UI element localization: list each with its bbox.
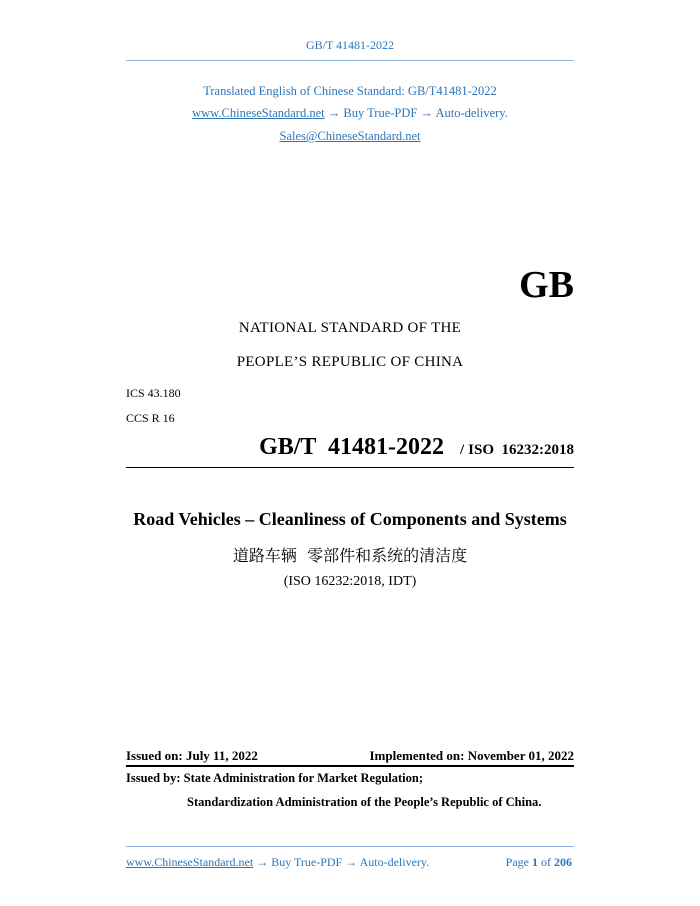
gb-number: GB/T 41481-2022: [259, 434, 444, 460]
delivery-text: Auto-delivery.: [435, 106, 508, 120]
document-title-zh: 道路车辆 零部件和系统的清洁度: [232, 546, 468, 565]
footer-buy-text: Buy True-PDF: [271, 855, 343, 869]
footer-delivery-text: Auto-delivery.: [359, 855, 430, 869]
of-label: of: [541, 855, 551, 869]
footer-site-link[interactable]: www.ChineseStandard.net: [126, 855, 254, 869]
running-header: GB/T 41481-2022: [305, 38, 395, 52]
arrow-right-icon: →: [420, 106, 433, 120]
number-separator: /: [459, 442, 465, 458]
issuing-authority-2: Standardization Administration of the People’s Republic of China.: [187, 795, 542, 809]
translation-note: Translated English of Chinese Standard: GB/T41481-2022: [203, 84, 497, 98]
footer-divider: [126, 846, 574, 847]
sales-email-link[interactable]: Sales@ChineseStandard.net: [279, 129, 421, 143]
arrow-right-icon: →: [256, 855, 269, 869]
promo-buy-line: [0, 106, 700, 121]
arrow-right-icon: →: [345, 855, 358, 869]
sales-line: [0, 129, 700, 144]
issued-date: Issued on: July 11, 2022: [126, 748, 258, 763]
implemented-date: Implemented on: November 01, 2022: [369, 748, 574, 763]
dates-divider: [126, 765, 574, 767]
arrow-right-icon: →: [327, 106, 341, 120]
buy-text: Buy True-PDF: [343, 106, 418, 120]
ics-code: ICS 43.180: [126, 386, 181, 400]
national-standard-line2: PEOPLE’S REPUBLIC OF CHINA: [236, 354, 464, 370]
site-link[interactable]: www.ChineseStandard.net: [192, 106, 325, 120]
page-number: 1: [532, 855, 538, 869]
document-title-en: Road Vehicles – Cleanliness of Components and Systems: [133, 509, 567, 529]
standard-number: [0, 434, 574, 461]
national-standard-line1: NATIONAL STANDARD OF THE: [238, 320, 462, 336]
page-total: 206: [554, 855, 572, 869]
issuing-authority: Issued by: State Administration for Market Regulation;: [126, 771, 423, 785]
iso-equivalence: (ISO 16232:2018, IDT): [283, 574, 417, 589]
iso-number: ISO 16232:2018: [468, 442, 574, 458]
page-counter: [0, 855, 572, 870]
gb-logo: GB: [519, 264, 574, 306]
page-label: Page: [505, 855, 529, 869]
title-divider: [126, 467, 574, 468]
header-divider: [126, 60, 574, 61]
ccs-code: CCS R 16: [126, 411, 175, 425]
